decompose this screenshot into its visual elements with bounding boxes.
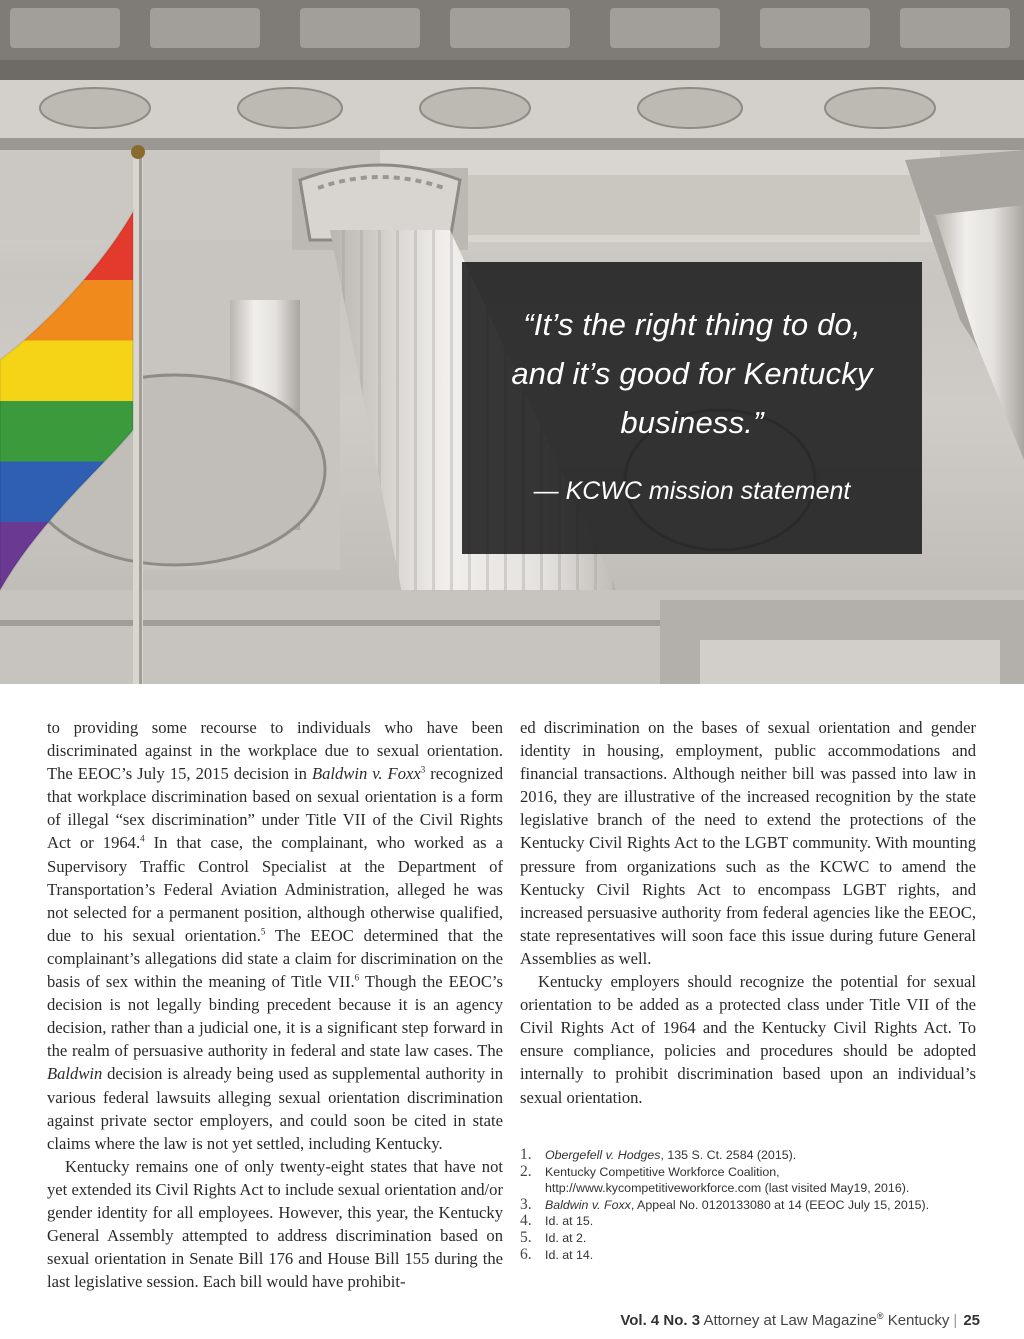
- footnote-text: Id. at 2.: [545, 1230, 587, 1245]
- article-paragraph: Kentucky employers should recognize the potential for sexual orientation to be added as a protected class under Title VII of the Civil Rights Act of 1964 and the Kentucky Civil Rights Act. To ensure compliance, policies and procedures should be adopted internally to prohibit discrimination based upon an individual’s sexual orientation.: [520, 972, 976, 1107]
- article-paragraph: [47, 716, 503, 1155]
- article-paragraph: Kentucky remains one of only twenty-eight states that have not yet extended its Civil Rights Act to include sexual orientation and/or gender identity for all employees. However, this year, the Kentucky General Assembly attempted to address discrimination based on sexual orientation in Senate Bill 176 and House Bill 155 during the last legislative session. Each bill would have prohibit-: [47, 1156, 503, 1292]
- footnote-item: [520, 1164, 976, 1197]
- footer-separator: |: [953, 1312, 958, 1329]
- paragraph-text: Though the EEOC’s decision is not legally binding precedent because it is an agency decision, rather than a judicial one, it is a significant step forward in the realm of persuasive authority in federal and state law cases. The: [47, 972, 503, 1061]
- magazine-region: Kentucky: [887, 1312, 950, 1329]
- paragraph-text: to providing some recourse to individuals who have been discriminated against in the workplace due to sexual orientation. The EEOC’s July 15, 2015 decision in: [47, 718, 503, 784]
- footnote-number: 3.: [520, 1195, 532, 1213]
- registered-mark: ®: [876, 1311, 884, 1321]
- case-name: Baldwin v. Foxx: [311, 764, 421, 784]
- footnote-number: 4.: [520, 1212, 532, 1230]
- paragraph-text: In that case, the complainant, who worked as a Supervisory Traffic Control Specialist at the Department of Transportation’s Federal Aviation Administration, alleged he was not selected for a permanent position, although otherwise qualified, due to his sexual orientation.: [47, 833, 503, 945]
- footnote-ref: 4: [140, 833, 145, 844]
- footnote-text: Id. at 15.: [545, 1214, 594, 1229]
- footnote-text: Id. at 14.: [545, 1247, 594, 1262]
- footnote-number: 5.: [520, 1228, 532, 1246]
- pull-quote-box: [462, 262, 922, 554]
- footnote-rest: , Appeal No. 0120133080 at 14 (EEOC July 15, 2015).: [630, 1197, 930, 1212]
- footnote-item: [520, 1230, 976, 1247]
- footnote-ref: 3: [420, 764, 426, 775]
- footnote-number: 2.: [520, 1162, 532, 1180]
- paragraph-text: decision is already being used as supplemental authority in various federal lawsuits alleging sexual orientation discrimination against private sector employers, and could soon be cited in state claims where the law is not yet settled, including Kentucky.: [47, 1064, 503, 1153]
- article-paragraph: ed discrimination on the bases of sexual orientation and gender identity in housing, employment, public accommodations and financial transactions. Although neither bill was passed into law in 2016, they are illustrative of the increased recognition by the state legislative branch of the need to extend the protections of the Kentucky Civil Rights Act to the LGBT community. With mounting pressure from organizations such as the KCWC to amend the Kentucky Civil Rights Act to encompass LGBT rights, and increased persuasive authority from federal agencies like the EEOC, state representatives will soon face this issue during future General Assemblies as well.: [520, 718, 976, 968]
- footnote-number: 6.: [520, 1245, 532, 1263]
- footnote-item: [520, 1197, 976, 1214]
- article-column-right: [520, 716, 976, 1109]
- article-column-left: [47, 716, 503, 1293]
- pull-quote-attribution: — KCWC mission statement: [533, 477, 851, 505]
- case-name: Baldwin: [47, 1064, 103, 1084]
- footnote-ref: 5: [260, 926, 266, 937]
- footnote-item: [520, 1213, 976, 1230]
- magazine-name: Attorney at Law Magazine: [703, 1312, 877, 1329]
- pull-quote-text: “It’s the right thing to do, and it’s good for Kentucky business.”: [511, 307, 873, 440]
- footnote-number: 1.: [520, 1146, 532, 1163]
- issue-volume: Vol. 4 No. 3: [620, 1312, 701, 1329]
- page-footer: [620, 1306, 980, 1331]
- page-number: 25: [963, 1312, 980, 1329]
- footnote-ref: 6: [354, 972, 360, 983]
- footnote-item: [520, 1147, 976, 1164]
- footnote-item: [520, 1247, 976, 1264]
- paragraph-text: The EEOC determined that the complainant’s allegations did state a claim for discrimination on the basis of sex within the meaning of Title VII.: [47, 925, 504, 992]
- case-name: Baldwin v. Foxx: [545, 1197, 631, 1212]
- footnote-text: [545, 1197, 976, 1214]
- footnotes-list: [520, 1147, 976, 1263]
- paragraph-text: recognized that workplace discrimination based on sexual orientation is a form of illegal “sex discrimination” under Title VII of the Civil Rights Act or 1964.: [47, 764, 504, 853]
- footnote-text: [545, 1164, 976, 1197]
- footnote-text: [545, 1147, 976, 1164]
- footnote-rest: Kentucky Competitive Workforce Coalition, http://www.kycompetitiveworkforce.com (last visited May19, 2016).: [545, 1164, 910, 1196]
- footnote-rest: , 135 S. Ct. 2584 (2015).: [660, 1148, 797, 1162]
- case-name: Obergefell v. Hodges: [545, 1148, 661, 1162]
